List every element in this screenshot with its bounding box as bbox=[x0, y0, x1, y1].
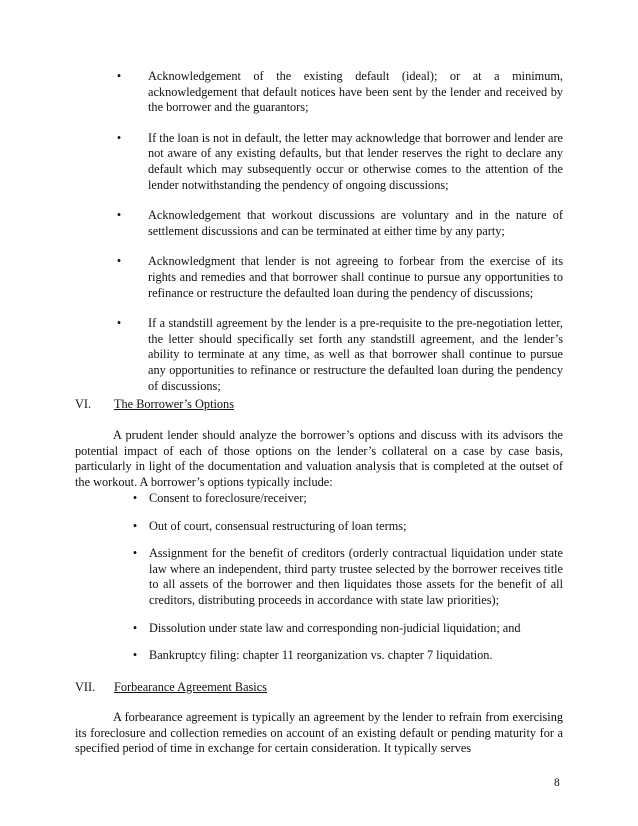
list-item bbox=[130, 621, 563, 637]
page-number: 8 bbox=[554, 777, 560, 789]
bullet-icon: • bbox=[132, 648, 138, 663]
section-vii-paragraph: A forbearance agreement is typically an agreement by the lender to refrain from exercising its foreclosure and collection remedies on account of an existing default or pending maturity for a specified period of time in exchange for certain consideration. It typically serves bbox=[75, 710, 563, 756]
section-title: Forbearance Agreement Basics bbox=[114, 680, 267, 694]
list-item bbox=[113, 131, 563, 193]
bullet-text: Acknowledgment that lender is not agreeing to forbear from the exercise of its rights and remedies and that borrower shall continue to pursue any opportunities to refinance or restructure the defaulted loan during the pendency of discussions; bbox=[148, 254, 563, 300]
bullet-icon: • bbox=[116, 254, 122, 269]
list-item bbox=[113, 69, 563, 116]
list-item bbox=[113, 316, 563, 394]
option-text: Out of court, consensual restructuring of loan terms; bbox=[149, 518, 407, 533]
section-vi-paragraph: A prudent lender should analyze the borrower’s options and discuss with its advisors the potential impact of each of those options on the lender’s collateral on a case by case basis, particularly in light of the documentation and valuation analysis that is completed at the outset of the workout. A borrower’s options typically include: bbox=[75, 428, 563, 489]
bullet-text: Acknowledgement of the existing default (ideal); or at a minimum, acknowledgement that default notices have been sent by the lender and received by the borrower and the guarantors; bbox=[148, 69, 563, 115]
bullet-icon: • bbox=[132, 620, 138, 635]
requirements-bullet-list bbox=[113, 69, 563, 409]
bullet-text: Acknowledgement that workout discussions are voluntary and in the nature of settlement discussions and can be terminated at either time by any party; bbox=[148, 208, 563, 238]
bullet-icon: • bbox=[132, 546, 138, 561]
borrower-options-list bbox=[130, 491, 563, 676]
bullet-icon: • bbox=[116, 130, 122, 145]
section-vii-heading bbox=[75, 680, 267, 696]
list-item bbox=[130, 546, 563, 608]
bullet-icon: • bbox=[132, 491, 138, 505]
section-number: VI. bbox=[75, 397, 92, 411]
option-text: Consent to foreclosure/receiver; bbox=[149, 491, 307, 505]
option-text: Assignment for the benefit of creditors (orderly contractual liquidation under state law where an independent, third party trustee selected by the borrower receives title to all assets of the borrower and then liquidates those assets for the benefit of all creditors, distributing proceeds in accordance with state law priorities); bbox=[149, 546, 563, 607]
section-vi-heading bbox=[75, 397, 234, 413]
option-text: Bankruptcy filing: chapter 11 reorganization vs. chapter 7 liquidation. bbox=[149, 648, 493, 663]
list-item bbox=[130, 491, 563, 507]
bullet-icon: • bbox=[116, 69, 122, 83]
section-number: VII. bbox=[75, 680, 96, 694]
bullet-icon: • bbox=[132, 518, 138, 533]
option-text: Dissolution under state law and corresponding non-judicial liquidation; and bbox=[149, 620, 521, 635]
bullet-icon: • bbox=[116, 316, 122, 331]
bullet-text: If the loan is not in default, the letter may acknowledge that borrower and lender are not aware of any existing defaults, but that lender reserves the right to declare any default which may subsequently occur or otherwise comes to the attention of the lender notwithstanding the pendency of ongoing discussions; bbox=[148, 130, 563, 192]
list-item bbox=[130, 519, 563, 535]
list-item bbox=[130, 648, 563, 664]
bullet-text: If a standstill agreement by the lender is a pre-requisite to the pre-negotiation letter, the letter should specifically set forth any standstill agreement, and the lender’s ability to terminate at any time, as well as that borrower shall continue to pursue any opportunities to refinance or restructure the defaulted loan during the pendency of discussions; bbox=[148, 316, 563, 393]
list-item bbox=[113, 254, 563, 301]
section-title: The Borrower’s Options bbox=[114, 397, 234, 411]
list-item bbox=[113, 208, 563, 239]
bullet-icon: • bbox=[116, 208, 122, 223]
